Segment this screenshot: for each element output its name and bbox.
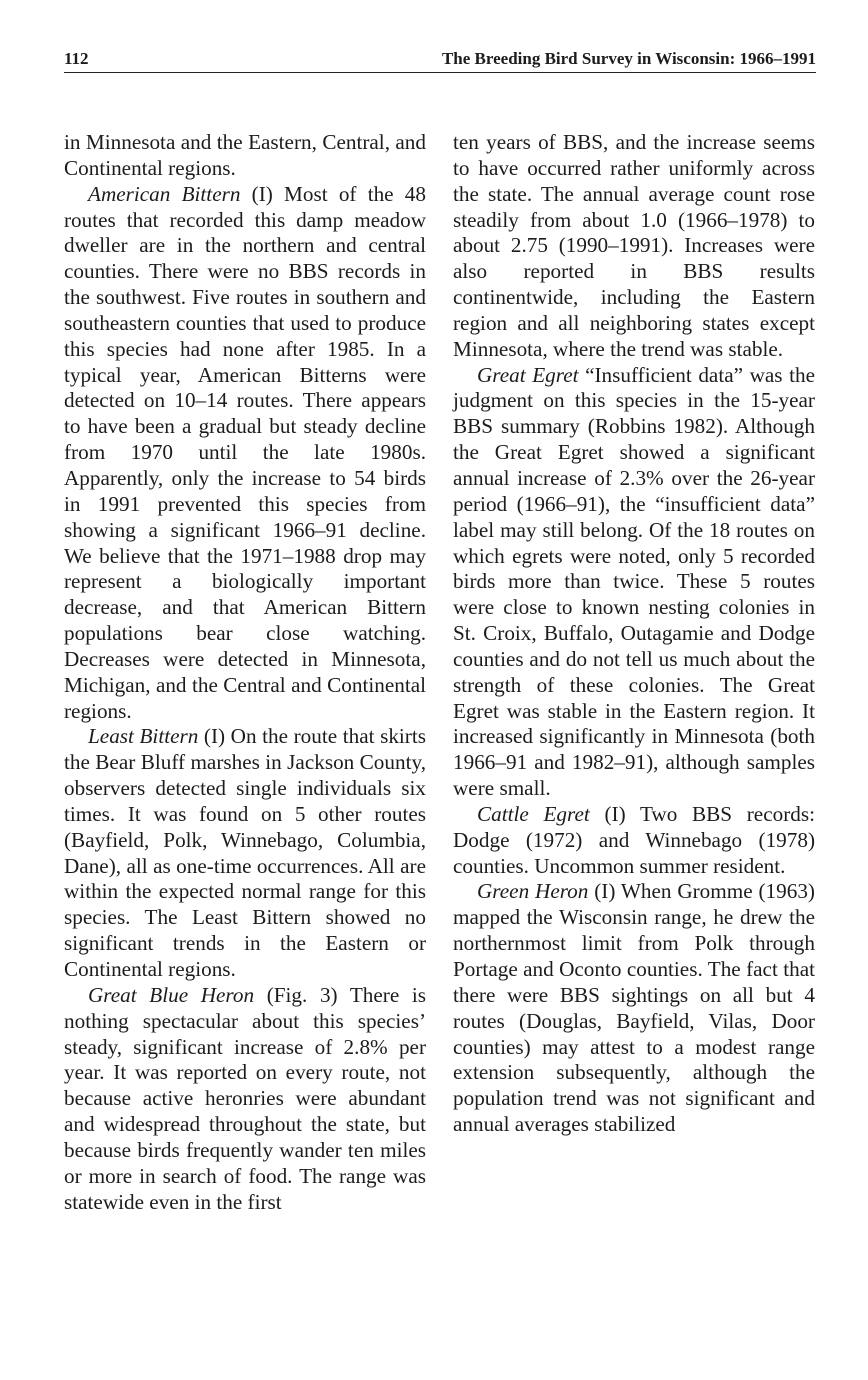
paragraph-green-heron	[453, 879, 815, 1137]
paragraph-text: (I) When Gromme (1963) mapped the Wisconsin range, he drew the northernmost limit from Polk through Portage and Oconto counties. The fact that there were BBS sightings on all but 4 routes (Douglas, Bayfield, Vilas, Door counties) may attest to a modest range extension subsequently, although the population trend was not significant and annual averages stabilized	[453, 879, 815, 1137]
running-title: The Breeding Bird Survey in Wisconsin: 1966–1991	[441, 49, 816, 68]
page-number: 112	[64, 49, 89, 68]
right-column	[453, 130, 815, 1138]
paragraph-american-bittern	[64, 182, 426, 725]
page-header	[64, 46, 816, 73]
paragraph-least-bittern	[64, 724, 426, 982]
paragraph-continuation: in Minnesota and the Eastern, Central, and Continental regions.	[64, 130, 426, 180]
paragraph-continuation: ten years of BBS, and the increase seems to have occurred rather uniformly across the state. The annual average count rose steadily from about 1.0 (1966–1978) to about 2.75 (1990–1991). Increases were also reported in BBS results continentwide, including the Eastern region and all neighboring states except Minnesota, where the trend was stable.	[453, 130, 815, 361]
paragraph-great-blue-heron	[64, 983, 426, 1216]
paragraph-great-egret	[453, 363, 815, 802]
left-column	[64, 130, 426, 1215]
species-name: Cattle Egret	[477, 801, 590, 826]
paragraph-text: (I) On the route that skirts the Bear Bluff marshes in Jackson County, observers detected single individuals six times. It was found on 5 other routes (Bayfield, Polk, Winnebago, Columbia, Dane), all as one-time occurrences. All are within the expected normal range for this species. The Least Bittern showed no significant trends in the Eastern or Continental regions.	[64, 724, 426, 981]
species-name: Great Egret	[477, 362, 579, 387]
species-name: Green Heron	[477, 879, 589, 904]
species-name: Least Bittern	[88, 724, 199, 749]
paragraph-text: (I) Most of the 48 routes that recorded this damp meadow dweller are in the northern and central counties. There were no BBS records in the southwest. Five routes in southern and southeastern counties that used to produce this species had none after 1985. In a typical year, American Bitterns were detected on 10–14 routes. There appears to have been a gradual but steady decline from 1970 until the late 1980s. Apparently, only the increase to 54 birds in 1991 prevented this species from showing a significant 1966–91 decline. We believe that the 1971–1988 drop may represent a biologically important decrease, and that American Bittern populations bear close watching. Decreases were detected in Minnesota, Michigan, and the Central and Continental regions.	[64, 181, 426, 723]
species-name: Great Blue Heron	[88, 982, 255, 1007]
paragraph-cattle-egret	[453, 802, 815, 880]
species-name: American Bittern	[88, 181, 241, 206]
paragraph-text: “Insufficient data” was the judgment on this species in the 15-year BBS summary (Robbins 1982). Although the Great Egret showed a significant annual increase of 2.3% over the 26-year period (1966–91), the “insufficient data” label may still belong. Of the 18 routes on which egrets were noted, only 5 recorded birds more than twice. These 5 routes were close to known nesting colonies in St. Croix, Buffalo, Outagamie and Dodge counties and do not tell us much about the strength of these colonies. The Great Egret was stable in the Eastern region. It increased significantly in Minnesota (both 1966–91 and 1982–91), although samples were small.	[453, 362, 815, 801]
paragraph-text: (I) Two BBS records: Dodge (1972) and Winnebago (1978) counties. Uncommon summer resident.	[453, 801, 815, 878]
paragraph-text: (Fig. 3) There is nothing spectacular about this species’ steady, significant increase of 2.8% per year. It was reported on every route, not because active heronries were abundant and widespread throughout the state, but because birds frequently wander ten miles or more in search of food. The range was statewide even in the first	[64, 982, 426, 1214]
